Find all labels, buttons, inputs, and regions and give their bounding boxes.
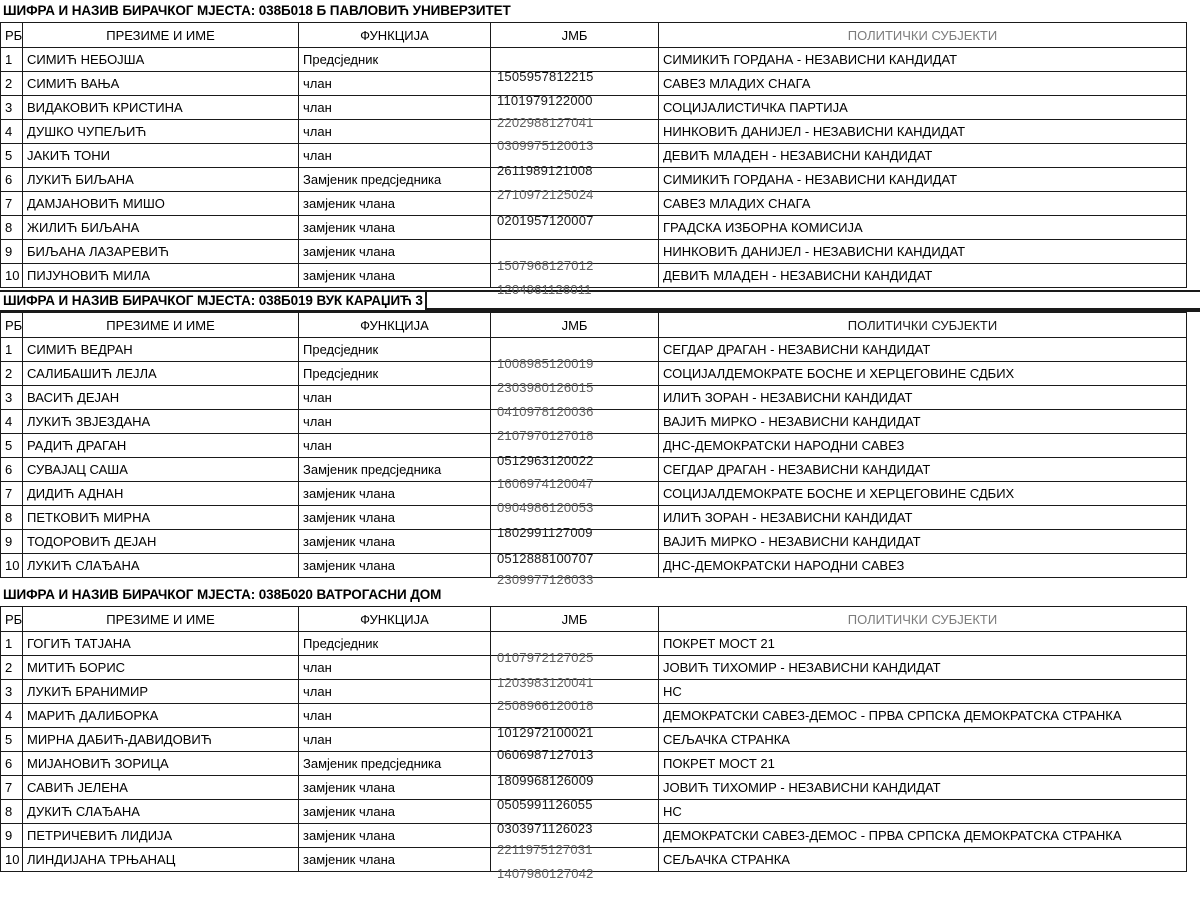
cell-function: замјеник члана	[299, 824, 491, 848]
cell-rb: 7	[1, 776, 23, 800]
cell-name: РАДИЋ ДРАГАН	[23, 434, 299, 458]
column-header-rb: РБ	[1, 23, 23, 48]
table-row	[1, 800, 1187, 824]
cell-name: ГОГИЋ ТАТЈАНА	[23, 632, 299, 656]
cell-name: ВАСИЋ ДЕЈАН	[23, 386, 299, 410]
cell-rb: 6	[1, 458, 23, 482]
cell-political-subject: СОЦИЈАЛДЕМОКРАТЕ БОСНЕ И ХЕРЦЕГОВИНЕ СДБИХ	[659, 482, 1187, 506]
cell-jmb: 0303971126023	[491, 800, 659, 824]
column-header-function: ФУНКЦИЈА	[299, 313, 491, 338]
polling-station-table-2	[0, 312, 1187, 587]
cell-jmb: 1407980127042	[491, 848, 659, 872]
table-row	[1, 632, 1187, 656]
cell-function: Замјеник предсједника	[299, 168, 491, 192]
cell-name: ЖИЛИЋ БИЉАНА	[23, 216, 299, 240]
column-header-political-subject: ПОЛИТИЧКИ СУБЈЕКТИ	[659, 313, 1187, 338]
cell-name: ЛУКИЋ БРАНИМИР	[23, 680, 299, 704]
cell-political-subject: ИЛИЋ ЗОРАН - НЕЗАВИСНИ КАНДИДАТ	[659, 506, 1187, 530]
table-row	[1, 728, 1187, 752]
cell-name: ДУШКО ЧУПЕЉИЋ	[23, 120, 299, 144]
column-header-rb: РБ	[1, 607, 23, 632]
section-title-1: ШИФРА И НАЗИВ БИРАЧКОГ МЈЕСТА: 038Б018 Б ПАВЛОВИЋ УНИВЕРЗИТЕТ	[3, 3, 511, 19]
cell-name: ЛУКИЋ СЛАЂАНА	[23, 554, 299, 578]
cell-political-subject: СЕЉАЧКА СТРАНКА	[659, 728, 1187, 752]
cell-name: СИМИЋ ВЕДРАН	[23, 338, 299, 362]
cell-rb: 7	[1, 482, 23, 506]
cell-function: Предсједник	[299, 338, 491, 362]
cell-political-subject: ПОКРЕТ МОСТ 21	[659, 632, 1187, 656]
cell-rb: 1	[1, 48, 23, 72]
cell-political-subject: НС	[659, 680, 1187, 704]
cell-rb: 9	[1, 824, 23, 848]
table-row	[1, 144, 1187, 168]
cell-jmb: 0410978120036	[491, 386, 659, 410]
cell-name: ТОДОРОВИЋ ДЕЈАН	[23, 530, 299, 554]
table-row	[1, 434, 1187, 458]
cell-jmb: 1507968127012	[491, 240, 659, 264]
cell-political-subject: НС	[659, 800, 1187, 824]
section-title-row-2	[0, 290, 1200, 312]
table-row	[1, 362, 1187, 386]
cell-jmb: 2107970127018	[491, 410, 659, 434]
cell-name: ЛИНДИЈАНА ТРЊАНАЦ	[23, 848, 299, 872]
cell-political-subject: ДЕМОКРАТСКИ САВЕЗ-ДЕМОС - ПРВА СРПСКА ДЕМОКРАТСКА СТРАНКА	[659, 704, 1187, 728]
cell-jmb: 2508966120018	[491, 680, 659, 704]
cell-rb: 8	[1, 216, 23, 240]
section-title-row-3	[0, 584, 1200, 606]
cell-function: члан	[299, 704, 491, 728]
cell-name: СУВАЈАЦ САША	[23, 458, 299, 482]
table-header-2	[1, 313, 1187, 338]
table-row	[1, 96, 1187, 120]
cell-jmb: 0512888100707	[491, 530, 659, 554]
cell-rb: 5	[1, 728, 23, 752]
table-row	[1, 386, 1187, 410]
cell-rb: 4	[1, 120, 23, 144]
cell-name: САЛИБАШИЋ ЛЕЈЛА	[23, 362, 299, 386]
cell-political-subject: ЈОВИЋ ТИХОМИР - НЕЗАВИСНИ КАНДИДАТ	[659, 656, 1187, 680]
cell-jmb: 2710972125024	[491, 168, 659, 192]
cell-rb: 4	[1, 410, 23, 434]
cell-name: БИЉАНА ЛАЗАРЕВИЋ	[23, 240, 299, 264]
cell-jmb: 1012972100021	[491, 704, 659, 728]
cell-political-subject: ЈОВИЋ ТИХОМИР - НЕЗАВИСНИ КАНДИДАТ	[659, 776, 1187, 800]
section-title-filler-1	[511, 0, 1200, 22]
column-header-function: ФУНКЦИЈА	[299, 23, 491, 48]
table-row	[1, 240, 1187, 264]
cell-political-subject: ИЛИЋ ЗОРАН - НЕЗАВИСНИ КАНДИДАТ	[659, 386, 1187, 410]
section-title-3: ШИФРА И НАЗИВ БИРАЧКОГ МЈЕСТА: 038Б020 ВАТРОГАСНИ ДОМ	[3, 587, 442, 603]
cell-jmb: 1606974120047	[491, 458, 659, 482]
section-title-2: ШИФРА И НАЗИВ БИРАЧКОГ МЈЕСТА: 038Б019 ВУК КАРАЏИЋ 3	[3, 293, 423, 309]
cell-rb: 6	[1, 168, 23, 192]
column-header-jmb: ЈМБ	[491, 23, 659, 48]
cell-jmb: 1802991127009	[491, 506, 659, 530]
cell-jmb: 0309975120013	[491, 120, 659, 144]
cell-jmb: 2211975127031	[491, 824, 659, 848]
cell-name: СИМИЋ НЕБОЈША	[23, 48, 299, 72]
cell-political-subject: СОЦИЈАЛДЕМОКРАТЕ БОСНЕ И ХЕРЦЕГОВИНЕ СДБИХ	[659, 362, 1187, 386]
cell-jmb: 0107972127025	[491, 632, 659, 656]
cell-rb: 1	[1, 632, 23, 656]
table-row	[1, 656, 1187, 680]
table-row	[1, 824, 1187, 848]
table-row	[1, 216, 1187, 240]
cell-jmb: 1204961126011	[491, 264, 659, 288]
column-header-jmb: ЈМБ	[491, 313, 659, 338]
cell-rb: 8	[1, 506, 23, 530]
cell-function: замјеник члана	[299, 482, 491, 506]
table-row	[1, 848, 1187, 872]
cell-function: замјеник члана	[299, 506, 491, 530]
cell-name: САВИЋ ЈЕЛЕНА	[23, 776, 299, 800]
cell-rb: 2	[1, 72, 23, 96]
cell-function: Замјеник предсједника	[299, 458, 491, 482]
table-row	[1, 530, 1187, 554]
cell-jmb: 2309977126033	[491, 554, 659, 578]
cell-political-subject: САВЕЗ МЛАДИХ СНАГА	[659, 192, 1187, 216]
cell-name: СИМИЋ ВАЊА	[23, 72, 299, 96]
cell-jmb: 0512963120022	[491, 434, 659, 458]
cell-political-subject: ДНС-ДЕМОКРАТСКИ НАРОДНИ САВЕЗ	[659, 554, 1187, 578]
cell-function: замјеник члана	[299, 800, 491, 824]
cell-political-subject: СОЦИЈАЛИСТИЧКА ПАРТИЈА	[659, 96, 1187, 120]
cell-name: ВИДАКОВИЋ КРИСТИНА	[23, 96, 299, 120]
cell-political-subject: СЕГДАР ДРАГАН - НЕЗАВИСНИ КАНДИДАТ	[659, 338, 1187, 362]
cell-function: Предсједник	[299, 48, 491, 72]
column-header-function: ФУНКЦИЈА	[299, 607, 491, 632]
table-header-3	[1, 607, 1187, 632]
section-title-row-1	[0, 0, 1200, 22]
cell-function: члан	[299, 144, 491, 168]
cell-function: Предсједник	[299, 362, 491, 386]
cell-rb: 5	[1, 434, 23, 458]
table-row	[1, 410, 1187, 434]
cell-name: МИРНА ДАБИЋ-ДАВИДОВИЋ	[23, 728, 299, 752]
cell-political-subject: ДЕМОКРАТСКИ САВЕЗ-ДЕМОС - ПРВА СРПСКА ДЕМОКРАТСКА СТРАНКА	[659, 824, 1187, 848]
cell-function: члан	[299, 680, 491, 704]
cell-rb: 5	[1, 144, 23, 168]
cell-name: ПИЈУНОВИЋ МИЛА	[23, 264, 299, 288]
cell-jmb: 1101979122000	[491, 72, 659, 96]
cell-rb: 6	[1, 752, 23, 776]
cell-function: члан	[299, 434, 491, 458]
column-header-rb: РБ	[1, 313, 23, 338]
cell-jmb: 1203983120041	[491, 656, 659, 680]
cell-name: ДАМЈАНОВИЋ МИШО	[23, 192, 299, 216]
cell-function: замјеник члана	[299, 554, 491, 578]
cell-function: Предсједник	[299, 632, 491, 656]
table-body-3	[1, 632, 1187, 881]
cell-name: ПЕТКОВИЋ МИРНА	[23, 506, 299, 530]
cell-political-subject: ДЕВИЋ МЛАДЕН - НЕЗАВИСНИ КАНДИДАТ	[659, 264, 1187, 288]
cell-jmb: 2202988127041	[491, 96, 659, 120]
table-body-1	[1, 48, 1187, 297]
table-row	[1, 48, 1187, 72]
table-header-row	[1, 23, 1187, 48]
cell-function: члан	[299, 96, 491, 120]
column-header-name: ПРЕЗИМЕ И ИМЕ	[23, 607, 299, 632]
cell-function: замјеник члана	[299, 216, 491, 240]
cell-name: ПЕТРИЧЕВИЋ ЛИДИЈА	[23, 824, 299, 848]
cell-rb: 7	[1, 192, 23, 216]
cell-rb: 4	[1, 704, 23, 728]
cell-rb: 10	[1, 554, 23, 578]
polling-station-table-3	[0, 606, 1187, 881]
cell-political-subject: ПОКРЕТ МОСТ 21	[659, 752, 1187, 776]
cell-jmb: 2611989121008	[491, 144, 659, 168]
cell-jmb: 1008985120019	[491, 338, 659, 362]
cell-name: МИЈАНОВИЋ ЗОРИЦА	[23, 752, 299, 776]
cell-rb: 8	[1, 800, 23, 824]
cell-function: члан	[299, 728, 491, 752]
cell-jmb: 1809968126009	[491, 752, 659, 776]
cell-function: замјеник члана	[299, 848, 491, 872]
cell-political-subject: ДЕВИЋ МЛАДЕН - НЕЗАВИСНИ КАНДИДАТ	[659, 144, 1187, 168]
cell-political-subject: САВЕЗ МЛАДИХ СНАГА	[659, 72, 1187, 96]
table-body-2	[1, 338, 1187, 587]
table-row	[1, 192, 1187, 216]
cell-political-subject: СИМИКИЋ ГОРДАНА - НЕЗАВИСНИ КАНДИДАТ	[659, 48, 1187, 72]
cell-function: замјеник члана	[299, 530, 491, 554]
table-row	[1, 680, 1187, 704]
cell-jmb: 0606987127013	[491, 728, 659, 752]
cell-political-subject: ВАЈИЋ МИРКО - НЕЗАВИСНИ КАНДИДАТ	[659, 410, 1187, 434]
table-header-row	[1, 313, 1187, 338]
cell-jmb: 0505991126055	[491, 776, 659, 800]
cell-rb: 10	[1, 264, 23, 288]
cell-name: ДУКИЋ СЛАЂАНА	[23, 800, 299, 824]
cell-rb: 3	[1, 96, 23, 120]
cell-rb: 3	[1, 680, 23, 704]
table-header-1	[1, 23, 1187, 48]
cell-rb: 9	[1, 530, 23, 554]
table-row	[1, 264, 1187, 288]
cell-function: Замјеник предсједника	[299, 752, 491, 776]
cell-name: ЈАКИЋ ТОНИ	[23, 144, 299, 168]
table-row	[1, 338, 1187, 362]
cell-jmb: 0904986120053	[491, 482, 659, 506]
cell-function: члан	[299, 656, 491, 680]
cell-rb: 2	[1, 362, 23, 386]
cell-jmb: 0201957120007	[491, 192, 659, 216]
cell-political-subject: ДНС-ДЕМОКРАТСКИ НАРОДНИ САВЕЗ	[659, 434, 1187, 458]
cell-name: ДИДИЋ АДНАН	[23, 482, 299, 506]
cell-name: МИТИЋ БОРИС	[23, 656, 299, 680]
table-row	[1, 168, 1187, 192]
table-row	[1, 482, 1187, 506]
cell-name: ЛУКИЋ ЗВЈЕЗДАНА	[23, 410, 299, 434]
column-header-political-subject: ПОЛИТИЧКИ СУБЈЕКТИ	[659, 23, 1187, 48]
cell-function: замјеник члана	[299, 192, 491, 216]
cell-political-subject: ВАЈИЋ МИРКО - НЕЗАВИСНИ КАНДИДАТ	[659, 530, 1187, 554]
cell-political-subject: НИНКОВИЋ ДАНИЈЕЛ - НЕЗАВИСНИ КАНДИДАТ	[659, 240, 1187, 264]
column-header-name: ПРЕЗИМЕ И ИМЕ	[23, 23, 299, 48]
cell-political-subject: НИНКОВИЋ ДАНИЈЕЛ - НЕЗАВИСНИ КАНДИДАТ	[659, 120, 1187, 144]
cell-function: члан	[299, 72, 491, 96]
cell-jmb	[491, 216, 659, 240]
cell-name: ЛУКИЋ БИЉАНА	[23, 168, 299, 192]
table-row	[1, 752, 1187, 776]
cell-function: замјеник члана	[299, 776, 491, 800]
column-header-name: ПРЕЗИМЕ И ИМЕ	[23, 313, 299, 338]
cell-name: МАРИЋ ДАЛИБОРКА	[23, 704, 299, 728]
table-row	[1, 506, 1187, 530]
cell-rb: 10	[1, 848, 23, 872]
cell-jmb: 2303980126015	[491, 362, 659, 386]
cell-rb: 9	[1, 240, 23, 264]
column-header-jmb: ЈМБ	[491, 607, 659, 632]
table-row	[1, 704, 1187, 728]
cell-political-subject: СЕЉАЧКА СТРАНКА	[659, 848, 1187, 872]
cell-rb: 2	[1, 656, 23, 680]
table-header-row	[1, 607, 1187, 632]
table-row	[1, 776, 1187, 800]
table-row	[1, 120, 1187, 144]
cell-political-subject: СИМИКИЋ ГОРДАНА - НЕЗАВИСНИ КАНДИДАТ	[659, 168, 1187, 192]
cell-function: члан	[299, 120, 491, 144]
cell-function: замјеник члана	[299, 240, 491, 264]
cell-rb: 1	[1, 338, 23, 362]
cell-political-subject: ГРАДСКА ИЗБОРНА КОМИСИЈА	[659, 216, 1187, 240]
table-row	[1, 72, 1187, 96]
polling-station-table-1	[0, 22, 1187, 297]
cell-jmb: 1505957812215	[491, 48, 659, 72]
column-header-political-subject: ПОЛИТИЧКИ СУБЈЕКТИ	[659, 607, 1187, 632]
cell-function: замјеник члана	[299, 264, 491, 288]
table-row	[1, 554, 1187, 578]
cell-political-subject: СЕГДАР ДРАГАН - НЕЗАВИСНИ КАНДИДАТ	[659, 458, 1187, 482]
cell-function: члан	[299, 386, 491, 410]
cell-rb: 3	[1, 386, 23, 410]
cell-function: члан	[299, 410, 491, 434]
table-row	[1, 458, 1187, 482]
